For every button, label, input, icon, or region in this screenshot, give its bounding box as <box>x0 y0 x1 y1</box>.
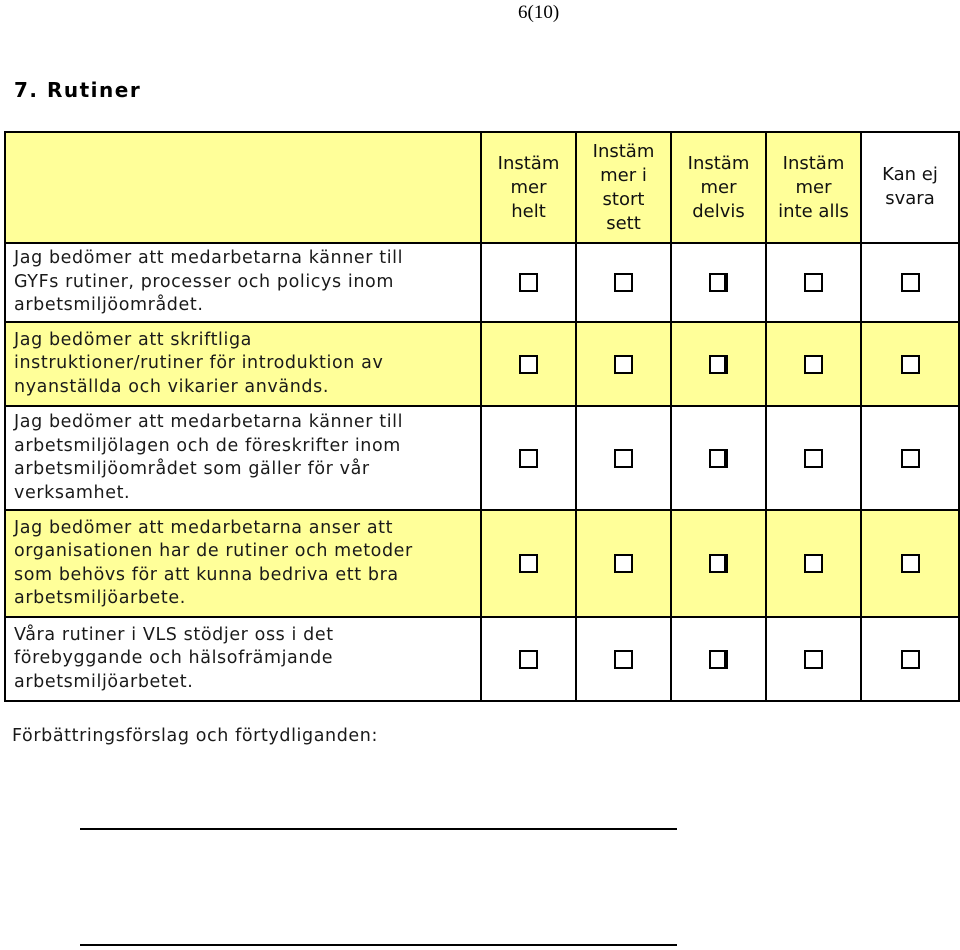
checkbox-instam-delvis[interactable] <box>709 273 728 292</box>
statement-text: Jag bedömer att medarbetarna känner till arbetsmiljölagen och de föreskrifter inom arbetsmiljöområdet som gäller för vår verksamhet. <box>5 406 481 510</box>
page-number: 6(10) <box>518 2 560 23</box>
checkbox-instam-helt[interactable] <box>519 355 538 374</box>
improvement-suggestions-label: Förbättringsförslag och förtydliganden: <box>12 726 378 746</box>
statement-text: Jag bedömer att medarbetarna känner till GYFs rutiner, processer och policys inom arbetsmiljöområdet. <box>5 243 481 322</box>
checkbox-instam-delvis[interactable] <box>709 554 728 573</box>
answer-line[interactable] <box>80 828 677 830</box>
checkbox-instam-stort-sett[interactable] <box>614 554 633 573</box>
checkbox-instam-stort-sett[interactable] <box>614 355 633 374</box>
checkbox-kan-ej-svara[interactable] <box>901 554 920 573</box>
column-header-instam-inte-alls: Instäm mer inte alls <box>766 132 861 243</box>
checkbox-instam-helt[interactable] <box>519 273 538 292</box>
checkbox-instam-helt[interactable] <box>519 554 538 573</box>
column-header-kan-ej-svara: Kan ej svara <box>861 132 959 243</box>
checkbox-instam-inte-alls[interactable] <box>804 273 823 292</box>
table-row <box>5 243 959 322</box>
checkbox-instam-stort-sett[interactable] <box>614 449 633 468</box>
checkbox-kan-ej-svara[interactable] <box>901 449 920 468</box>
answer-line[interactable] <box>80 944 677 946</box>
checkbox-instam-stort-sett[interactable] <box>614 650 633 669</box>
checkbox-instam-inte-alls[interactable] <box>804 554 823 573</box>
column-header-instam-stort-sett: Instäm mer i stort sett <box>576 132 671 243</box>
statement-text: Jag bedömer att skriftliga instruktioner/rutiner för introduktion av nyanställda och vikarier används. <box>5 322 481 406</box>
header-blank-cell <box>5 132 481 243</box>
checkbox-instam-inte-alls[interactable] <box>804 449 823 468</box>
statement-text: Våra rutiner i VLS stödjer oss i det förebyggande och hälsofrämjande arbetsmiljöarbetet. <box>5 617 481 701</box>
checkbox-instam-stort-sett[interactable] <box>614 273 633 292</box>
column-header-instam-helt: Instäm mer helt <box>481 132 576 243</box>
checkbox-instam-delvis[interactable] <box>709 449 728 468</box>
checkbox-kan-ej-svara[interactable] <box>901 273 920 292</box>
checkbox-instam-helt[interactable] <box>519 650 538 669</box>
section-title: 7. Rutiner <box>14 78 142 102</box>
table-row <box>5 322 959 406</box>
checkbox-instam-delvis[interactable] <box>709 650 728 669</box>
checkbox-instam-helt[interactable] <box>519 449 538 468</box>
checkbox-instam-inte-alls[interactable] <box>804 650 823 669</box>
column-header-instam-delvis: Instäm mer delvis <box>671 132 766 243</box>
checkbox-instam-inte-alls[interactable] <box>804 355 823 374</box>
statement-text: Jag bedömer att medarbetarna anser att organisationen har de rutiner och metoder som behövs för att kunna bedriva ett bra arbetsmiljöarbete. <box>5 510 481 617</box>
rating-table <box>4 131 960 702</box>
table-row <box>5 406 959 510</box>
table-row <box>5 617 959 701</box>
table-row <box>5 510 959 617</box>
checkbox-kan-ej-svara[interactable] <box>901 650 920 669</box>
checkbox-instam-delvis[interactable] <box>709 355 728 374</box>
checkbox-kan-ej-svara[interactable] <box>901 355 920 374</box>
